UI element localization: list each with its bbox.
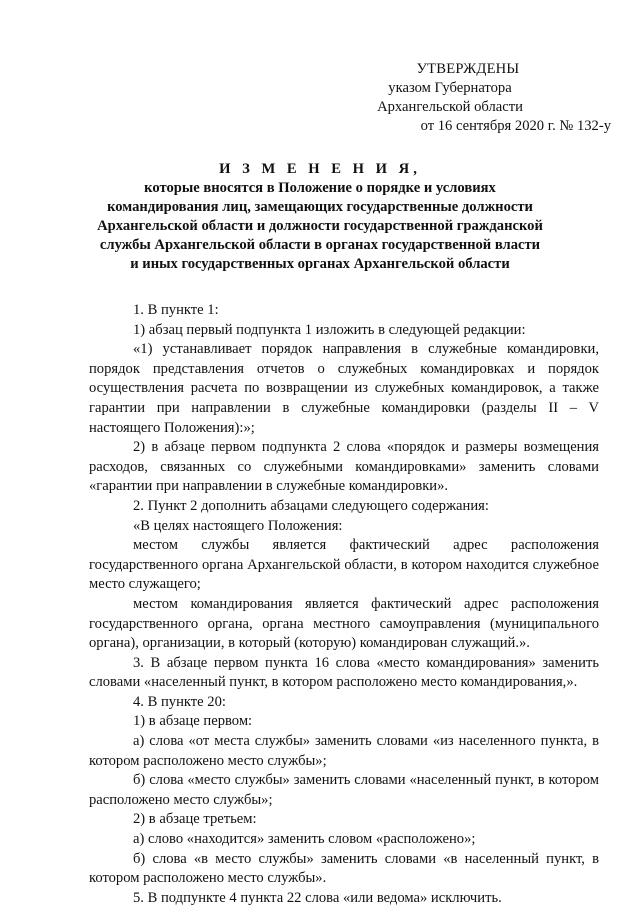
paragraph: 1) абзац первый подпункта 1 изложить в следующей редакции: xyxy=(133,321,526,338)
paragraph: 4. В пункте 20: xyxy=(133,693,226,710)
paragraph: 5. В подпункте 4 пункта 22 слова «или ведома» исключить. xyxy=(133,889,502,906)
paragraph: б) слова «в место службы» заменить словами «в населенный пункт, в котором расположено место службы». xyxy=(89,850,599,887)
paragraph: «В целях настоящего Положения: xyxy=(133,517,343,534)
approval-date: от 16 сентября 2020 г. № 132-у xyxy=(420,118,611,134)
paragraph: 3. В абзаце первом пункта 16 слова «место командирования» заменить словами «населенный пункт, в котором расположено место командирования,». xyxy=(89,654,599,691)
heading-title: И З М Е Н Е Н И Я, xyxy=(219,161,421,177)
approval-decree: указом Губернатора xyxy=(388,80,512,96)
paragraph: а) слово «находится» заменить словом «расположено»; xyxy=(133,831,476,848)
approval-block xyxy=(300,60,611,136)
heading-line: командирования лиц, замещающих государственные должности xyxy=(107,199,533,215)
paragraph: 2) в абзаце третьем: xyxy=(133,811,257,828)
document-heading xyxy=(80,160,560,274)
paragraph: б) слова «место службы» заменить словами «населенный пункт, в котором расположено место службы»; xyxy=(89,772,599,808)
paragraph: местом командирования является фактический адрес расположения государственного органа, органа местного самоуправления (муниципального органа), организации, в который (которую) командирован служащий.». xyxy=(89,595,599,652)
paragraph: местом службы является фактический адрес расположения государственного органа Архангельской области, в котором находится служебное место служащего; xyxy=(89,537,599,593)
heading-line: которые вносятся в Положение о порядке и условиях xyxy=(144,180,496,196)
heading-line: службы Архангельской области в органах государственной власти xyxy=(99,237,541,253)
heading-line: и иных государственных органах Архангельской области xyxy=(130,256,510,272)
paragraph: 2) в абзаце первом подпункта 2 слова «порядок и размеры возмещения расходов, связанных со служебными командировками» заменить словами «гарантии при направлении в служебные командировки». xyxy=(89,439,599,495)
approval-region: Архангельской области xyxy=(377,99,523,115)
heading-line: Архангельской области и должности государственной гражданской xyxy=(97,218,543,234)
paragraph: 1) в абзаце первом: xyxy=(133,713,253,730)
paragraph: 1. В пункте 1: xyxy=(133,302,219,318)
document-body xyxy=(89,301,599,908)
paragraph: «1) устанавливает порядок направления в служебные командировки, порядок представления отчетов о служебных командировках и порядок осуществления расчета по возвращении из служебных командировок, а также гарантии при направлении в служебные командировки (разделы II – V настоящего Положения):»; xyxy=(89,341,599,436)
paragraph: 2. Пункт 2 дополнить абзацами следующего содержания: xyxy=(133,497,489,514)
approval-title: УТВЕРЖДЕНЫ xyxy=(416,61,520,77)
paragraph: а) слова «от места службы» заменить словами «из населенного пункта, в котором расположено место службы»; xyxy=(89,733,599,769)
